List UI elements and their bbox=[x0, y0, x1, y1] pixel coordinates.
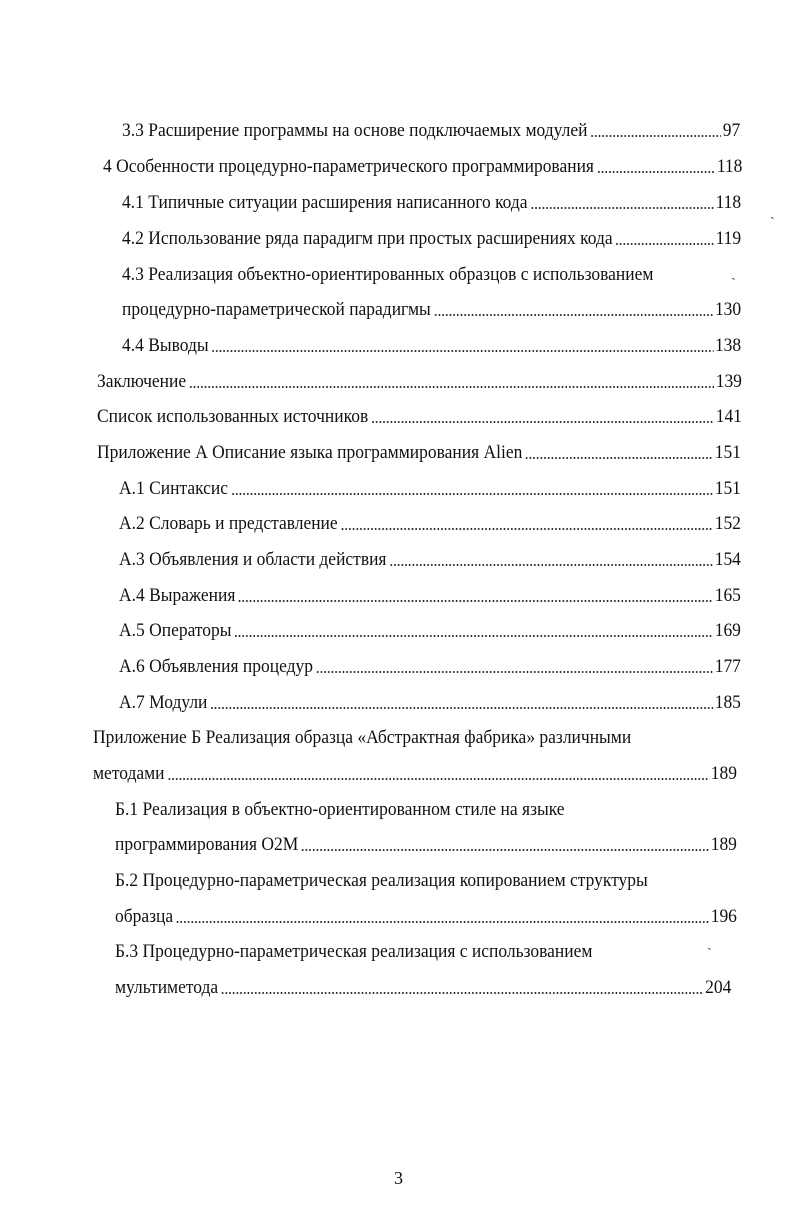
toc-entry bbox=[119, 470, 741, 500]
toc-entry-page: 97 bbox=[722, 120, 741, 141]
dot-leader bbox=[210, 706, 713, 710]
toc-entry-page: 118 bbox=[716, 156, 743, 177]
toc-entry-title: 4.4 Выводы bbox=[122, 335, 209, 356]
toc-entry-title: А.5 Операторы bbox=[119, 620, 232, 641]
toc-entry bbox=[119, 684, 741, 714]
toc-entry bbox=[103, 148, 742, 178]
dot-leader bbox=[525, 456, 713, 460]
dot-leader bbox=[590, 134, 721, 138]
dot-leader bbox=[234, 634, 713, 638]
toc-entry-page: 151 bbox=[714, 478, 741, 499]
toc-entry-title: А.7 Модули bbox=[119, 692, 208, 713]
toc-entry-title: 4 Особенности процедурно-параметрического программирования bbox=[103, 156, 594, 177]
toc-entry bbox=[115, 933, 737, 963]
toc-entry-page: 139 bbox=[715, 371, 742, 392]
dot-leader bbox=[615, 242, 713, 246]
toc-entry bbox=[97, 434, 741, 464]
toc-entry-page: 177 bbox=[714, 656, 741, 677]
toc-entry bbox=[119, 505, 741, 535]
dot-leader bbox=[434, 313, 714, 317]
toc-entry-title: Приложение Б Реализация образца «Абстрактная фабрика» различными bbox=[93, 727, 632, 748]
toc-entry-title: 4.3 Реализация объектно-ориентированных образцов с использованием bbox=[122, 264, 654, 285]
toc-entry bbox=[119, 577, 741, 607]
toc-entry bbox=[122, 327, 741, 357]
dot-leader bbox=[167, 777, 709, 781]
toc-entry-title: А.3 Объявления и области действия bbox=[119, 549, 387, 570]
toc-entry bbox=[119, 612, 741, 642]
dot-leader bbox=[221, 991, 703, 995]
dot-leader bbox=[176, 920, 709, 924]
dot-leader bbox=[389, 563, 713, 567]
toc-entry-page: 185 bbox=[714, 692, 741, 713]
dot-leader bbox=[340, 527, 712, 531]
dot-leader bbox=[371, 420, 714, 424]
toc-entry-title: А.6 Объявления процедур bbox=[119, 656, 313, 677]
dot-leader bbox=[231, 492, 713, 496]
dot-leader bbox=[189, 385, 714, 389]
toc-entry-page: 118 bbox=[715, 192, 742, 213]
toc-entry-page: 204 bbox=[705, 977, 732, 998]
toc-entry bbox=[119, 541, 741, 571]
toc-entry bbox=[115, 791, 737, 821]
toc-entry-page: 196 bbox=[710, 906, 737, 927]
toc-entry bbox=[115, 826, 737, 856]
toc-entry-title: А.4 Выражения bbox=[119, 585, 236, 606]
toc-entry bbox=[93, 719, 737, 749]
toc-entry-title: Список использованных источников bbox=[97, 406, 369, 427]
toc-entry-page: 130 bbox=[714, 299, 742, 320]
toc-entry-page: 189 bbox=[710, 834, 737, 855]
toc-entry-title: Б.1 Реализация в объектно-ориентированном стиле на языке bbox=[115, 799, 565, 820]
toc-entry-title: методами bbox=[93, 763, 165, 784]
toc-entry-page: 141 bbox=[715, 406, 742, 427]
toc-entry-title: процедурно-параметрической парадигмы bbox=[122, 299, 431, 320]
toc-entry bbox=[122, 256, 741, 286]
toc-entry bbox=[93, 755, 737, 785]
toc-entry bbox=[119, 648, 741, 678]
toc-entry bbox=[122, 112, 740, 142]
toc-entry bbox=[97, 398, 742, 428]
toc-entry-title: 4.1 Типичные ситуации расширения написанного кода bbox=[122, 192, 528, 213]
toc-entry-title: Б.2 Процедурно-параметрическая реализация копированием структуры bbox=[115, 870, 648, 891]
scan-speck: ˏ bbox=[707, 936, 712, 951]
toc-entry-title: 3.3 Расширение программы на основе подключаемых модулей bbox=[122, 120, 588, 141]
dot-leader bbox=[316, 670, 713, 674]
toc-entry-title: образца bbox=[115, 906, 174, 927]
toc-entry-title: А.1 Синтаксис bbox=[119, 478, 229, 499]
toc-entry bbox=[122, 220, 741, 250]
dot-leader bbox=[530, 206, 713, 210]
toc-entry-title: Б.3 Процедурно-параметрическая реализация с использованием bbox=[115, 941, 593, 962]
toc-entry bbox=[122, 184, 741, 214]
toc-entry-title: А.2 Словарь и представление bbox=[119, 513, 338, 534]
dot-leader bbox=[597, 170, 715, 174]
toc-entry bbox=[115, 969, 731, 999]
toc-entry bbox=[97, 363, 742, 393]
toc-entry bbox=[115, 862, 737, 892]
toc-entry-page: 138 bbox=[714, 335, 742, 356]
toc-entry-page: 154 bbox=[714, 549, 741, 570]
toc-entry-page: 151 bbox=[714, 442, 741, 463]
toc-entry-title: Заключение bbox=[97, 371, 187, 392]
toc-entry-title: 4.2 Использование ряда парадигм при простых расширениях кода bbox=[122, 228, 613, 249]
toc-entry-title: программирования O2M bbox=[115, 834, 299, 855]
toc-entry bbox=[115, 898, 737, 928]
toc-entry-page: 165 bbox=[714, 585, 741, 606]
page-number: 3 bbox=[394, 1168, 403, 1188]
dot-leader bbox=[301, 848, 709, 852]
toc-entry-title: мультиметода bbox=[115, 977, 219, 998]
toc-entry-page: 189 bbox=[710, 763, 737, 784]
toc-entry-page: 152 bbox=[714, 513, 741, 534]
toc-entry-page: 119 bbox=[715, 228, 742, 249]
scan-speck: ˏ bbox=[731, 266, 736, 281]
dot-leader bbox=[238, 599, 713, 603]
scan-speck: ˏ bbox=[770, 205, 775, 220]
dot-leader bbox=[211, 349, 713, 353]
toc-entry bbox=[122, 291, 741, 321]
toc-entry-title: Приложение А Описание языка программирования Alien bbox=[97, 442, 523, 463]
toc-entry-page: 169 bbox=[714, 620, 741, 641]
